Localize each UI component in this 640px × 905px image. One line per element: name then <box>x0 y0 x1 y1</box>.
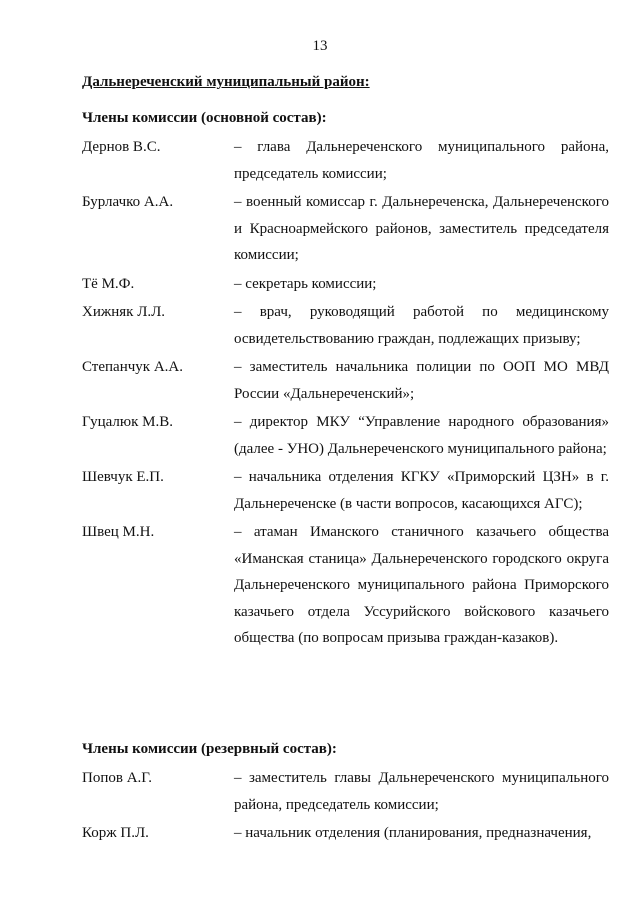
page-number: 13 <box>312 38 328 54</box>
member-name: Дернов В.С. <box>82 139 161 155</box>
members-list-reserve <box>82 765 609 849</box>
member-row <box>82 765 609 818</box>
member-name: Попов А.Г. <box>82 770 153 786</box>
member-role: – глава Дальнереченского муниципального района, председатель комиссии; <box>234 139 609 182</box>
member-name: Шевчук Е.П. <box>82 469 164 485</box>
section-heading-main: Члены комиссии (основной состав): <box>82 110 327 126</box>
member-row <box>82 519 609 652</box>
member-role: – заместитель главы Дальнереченского муниципального района, председатель комиссии; <box>234 770 609 813</box>
member-name: Тё М.Ф. <box>82 275 135 292</box>
member-role: – военный комиссар г. Дальнереченска, Дальнереченского и Красноармейского районов, заместитель председателя комиссии; <box>234 194 609 263</box>
section-heading-reserve: Члены комиссии (резервный состав): <box>82 741 337 757</box>
region-title: Дальнереченский муниципальный район: <box>82 74 370 90</box>
member-row <box>82 271 609 298</box>
member-role: – атаман Иманского станичного казачьего общества «Иманская станица» Дальнереченского городского округа Дальнереченского муниципального района Приморского казачьего отдела Уссурийского войскового казачьего общества (по вопросам призыва граждан-казаков). <box>234 524 609 646</box>
member-name: Корж П.Л. <box>82 825 149 841</box>
member-row <box>82 189 609 269</box>
member-name: Хижняк Л.Л. <box>82 304 166 320</box>
member-role: – секретарь комиссии; <box>234 275 377 292</box>
member-role: – начальника отделения КГКУ «Приморский ЦЗН» в г. Дальнереченске (в части вопросов, касающихся АГС); <box>234 469 609 512</box>
member-name: Гуцалюк М.В. <box>82 414 173 430</box>
member-role: – начальник отделения (планирования, предназначения, <box>234 825 592 841</box>
members-list-main <box>82 134 609 654</box>
member-row <box>82 820 609 847</box>
member-name: Швец М.Н. <box>82 524 155 540</box>
member-row <box>82 354 609 407</box>
member-row <box>82 409 609 462</box>
member-row <box>82 299 609 352</box>
member-role: – врач, руководящий работой по медицинскому освидетельствованию граждан, подлежащих призыву; <box>234 304 609 347</box>
member-row <box>82 134 609 187</box>
member-row <box>82 464 609 517</box>
member-name: Степанчук А.А. <box>82 359 183 375</box>
member-role: – заместитель начальника полиции по ООП МО МВД России «Дальнереченский»; <box>234 359 609 402</box>
member-role: – директор МКУ “Управление народного образования» (далее - УНО) Дальнереченского муниципального района; <box>234 414 609 457</box>
member-name: Бурлачко А.А. <box>82 194 174 210</box>
